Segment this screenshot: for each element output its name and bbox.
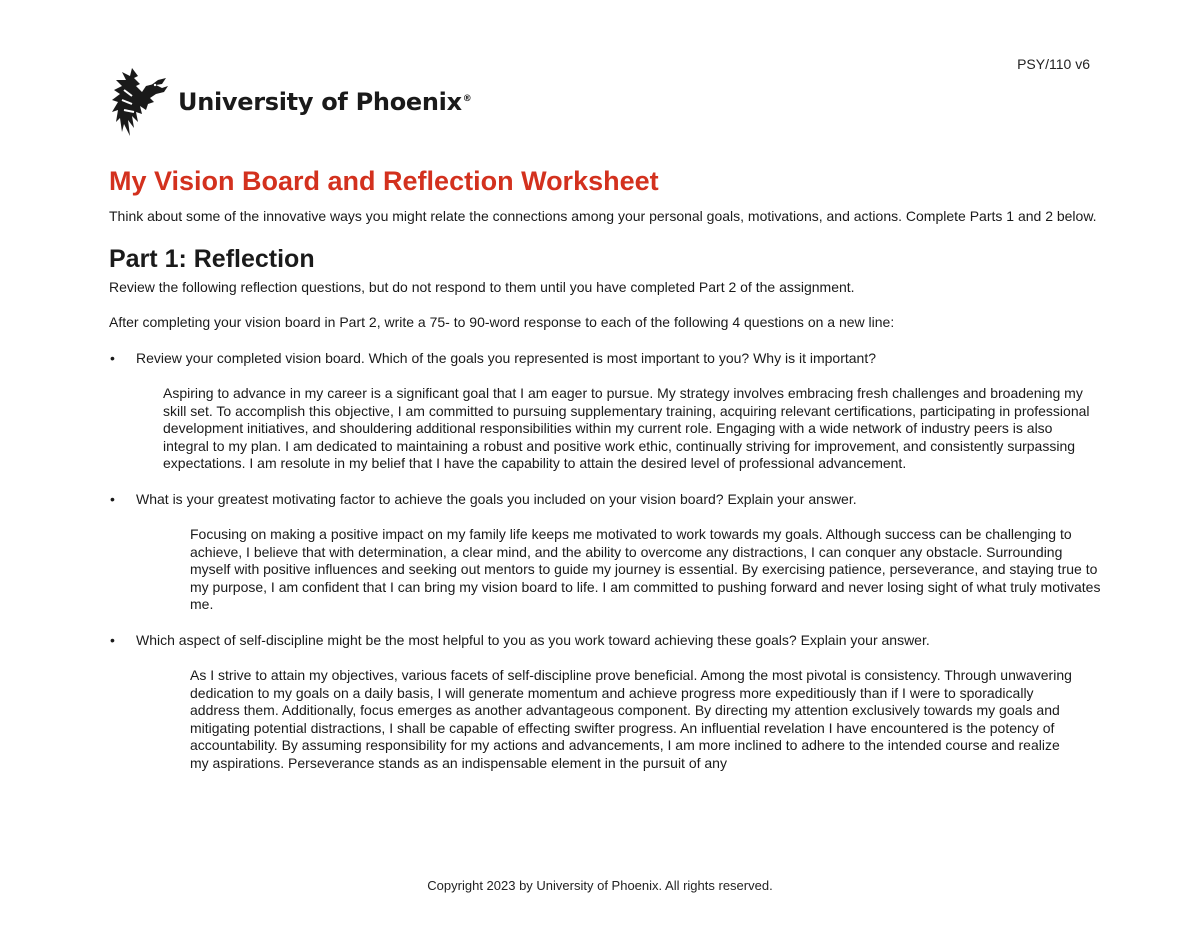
- question-text: What is your greatest motivating factor to achieve the goals you included on your vision board? Explain your answer.: [136, 490, 857, 507]
- question-text: Review your completed vision board. Which of the goals you represented is most important to you? Why is it important?: [136, 349, 877, 366]
- copyright-footer: Copyright 2023 by University of Phoenix. All rights reserved.: [427, 878, 773, 893]
- bullet-icon: •: [110, 490, 115, 507]
- bullet-icon: •: [110, 631, 115, 648]
- intro-paragraph: Think about some of the innovative ways you might relate the connections among your personal goals, motivations, and actions. Complete Parts 1 and 2 below.: [109, 208, 1097, 224]
- answer-text: As I strive to attain my objectives, various facets of self-discipline prove beneficial. Among the most pivotal is consistency. Through unwavering dedication to my goals on a daily basis, I will generate momentum and achieve progress more expeditiously than if I were to sporadically address them. Additionally, focus emerges as another advantageous component. By directing my attention exclusively towards my goals and mitigating potential distractions, I shall be capable of effecting swifter progress. An influential revelation I have encountered is the potency of accountability. By assuming responsibility for my actions and advancements, I am more inclined to adhere to the intended course and realize my aspirations. Perseverance stands as an indispensable element in the pursuit of any: [190, 667, 1072, 771]
- bullet-icon: •: [110, 349, 115, 366]
- question-item: [109, 632, 1099, 650]
- question-item: [109, 491, 1099, 509]
- worksheet-content: [109, 164, 1099, 772]
- university-logo: [110, 66, 471, 138]
- question-item: [109, 350, 1099, 368]
- answer-text: Focusing on making a positive impact on my family life keeps me motivated to work towards my goals. Although success can be challenging to achieve, I believe that with determination, a clear mind, and the ability to overcome any distractions, I can conquer any obstacle. Surrounding myself with positive influences and seeking out mentors to guide my journey is essential. By exercising patience, perseverance, and staying true to my purpose, I am confident that I can bring my vision board to life. I am committed to pushing forward and never losing sight of what truly motivates me.: [190, 526, 1101, 612]
- course-code: PSY/110 v6: [1017, 56, 1090, 72]
- part1-after-instructions: After completing your vision board in Part 2, write a 75- to 90-word response to each of the following 4 questions on a new line:: [109, 314, 895, 330]
- answer-text: Aspiring to advance in my career is a significant goal that I am eager to pursue. My strategy involves embracing fresh challenges and broadening my skill set. To accomplish this objective, I am committed to pursuing supplementary training, acquiring relevant certifications, participating in professional development initiatives, and shouldering additional responsibilities within my current role. Engaging with a wide network of industry peers is also integral to my plan. I am dedicated to maintaining a robust and positive work ethic, continually striving for improvement, and consistently surpassing expectations. I am resolute in my belief that I have the capability to attain the desired level of professional advancement.: [163, 385, 1090, 471]
- page-title: My Vision Board and Reflection Worksheet: [109, 166, 659, 196]
- part1-review-instructions: Review the following reflection questions, but do not respond to them until you have completed Part 2 of the assignment.: [109, 278, 855, 295]
- registered-mark: ®: [462, 94, 472, 104]
- part1-heading: Part 1: Reflection: [109, 244, 315, 273]
- question-text: Which aspect of self-discipline might be the most helpful to you as you work toward achieving these goals? Explain your answer.: [136, 631, 930, 648]
- logo-name: University of Phoenix: [178, 88, 462, 116]
- phoenix-bird-icon: [110, 66, 172, 138]
- logo-wordmark: [178, 88, 471, 116]
